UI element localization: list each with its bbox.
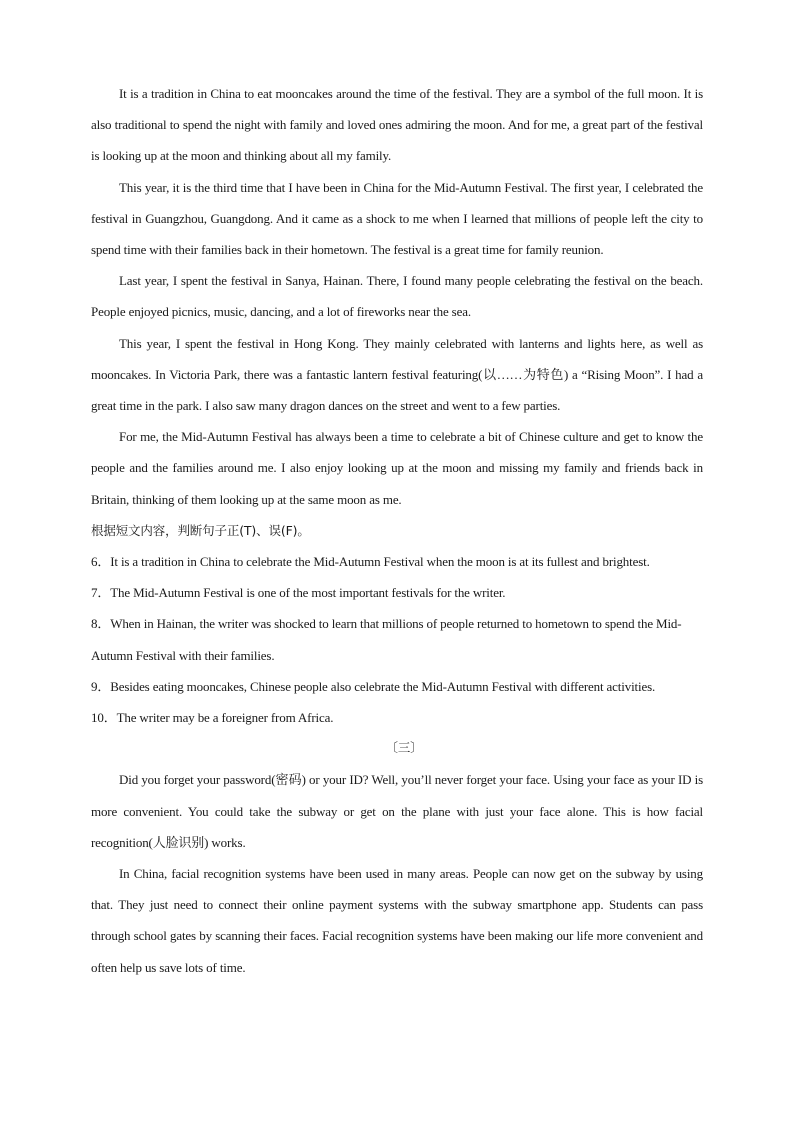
passage-paragraph: For me, the Mid-Autumn Festival has always been a time to celebrate a bit of Chinese culture and get to know the people and the families around me. I also enjoy looking up at the moon and missing my family and friends back in Britain, thinking of them looking up at the same moon as me.	[91, 429, 703, 507]
passage-paragraph: Did you forget your password(密码) or your ID? Well, you’ll never forget your face. Using your face as your ID is more convenient. You could take the subway or get on the plane with just your face alone. This is how facial recognition(人脸识别) works.	[91, 772, 703, 850]
question-number: 8．	[91, 616, 111, 632]
question-text: It is a tradition in China to celebrate the Mid-Autumn Festival when the moon is at its fullest and brightest.	[110, 554, 650, 570]
passage-paragraph: It is a tradition in China to eat mooncakes around the time of the festival. They are a symbol of the full moon. It is also traditional to spend the night with family and loved ones admiring the moon. And for me, a great part of the festival is looking up at the moon and thinking about all my family.	[91, 86, 703, 164]
document-content	[91, 78, 703, 983]
question-number: 10．	[91, 710, 117, 726]
question-text: Besides eating mooncakes, Chinese people also celebrate the Mid-Autumn Festival with different activities.	[110, 678, 656, 694]
question-number: 9．	[91, 678, 111, 694]
question-text: The Mid-Autumn Festival is one of the most important festivals for the writer.	[110, 585, 506, 601]
question-text: The writer may be a foreigner from Africa.	[116, 710, 334, 726]
passage-paragraph: This year, it is the third time that I have been in China for the Mid-Autumn Festival. The first year, I celebrated the festival in Guangzhou, Guangdong. And it came as a shock to me when I learned that millions of people left the city to spend time with their families back in their hometown. The festival is a great time for family reunion.	[91, 179, 703, 258]
passage-paragraph: Last year, I spent the festival in Sanya, Hainan. There, I found many people celebrating the festival on the beach. People enjoyed picnics, music, dancing, and a lot of fireworks near the sea.	[91, 273, 703, 320]
question-item	[91, 702, 703, 733]
question-instruction: 根据短文内容，判断句子正(T)、误(F)。	[91, 522, 310, 538]
question-number: 7．	[91, 585, 111, 601]
question-item	[91, 671, 703, 702]
passage-paragraph: In China, facial recognition systems have been used in many areas. People can now get on the subway by using that. They just need to connect their online payment systems with the subway smartphone app. Students can pass through school gates by scanning their faces. Facial recognition systems have been making our life more convenient and often help us save lots of time.	[91, 866, 703, 975]
passage-paragraph: This year, I spent the festival in Hong Kong. They mainly celebrated with lanterns and lights here, as well as mooncakes. In Victoria Park, there was a fantastic lantern festival featuring(以……为特色) a “Rising Moon”. I had a great time in the park. I also saw many dragon dances on the street and went to a few parties.	[91, 335, 703, 414]
question-text: When in Hainan, the writer was shocked to learn that millions of people returned to hometown to spend the Mid-Autumn Festival with their families.	[91, 616, 682, 663]
question-item	[91, 546, 703, 577]
section-heading: 〔三〕	[385, 741, 423, 756]
question-number: 6．	[91, 554, 111, 570]
question-item	[91, 577, 703, 608]
question-item	[91, 608, 703, 670]
